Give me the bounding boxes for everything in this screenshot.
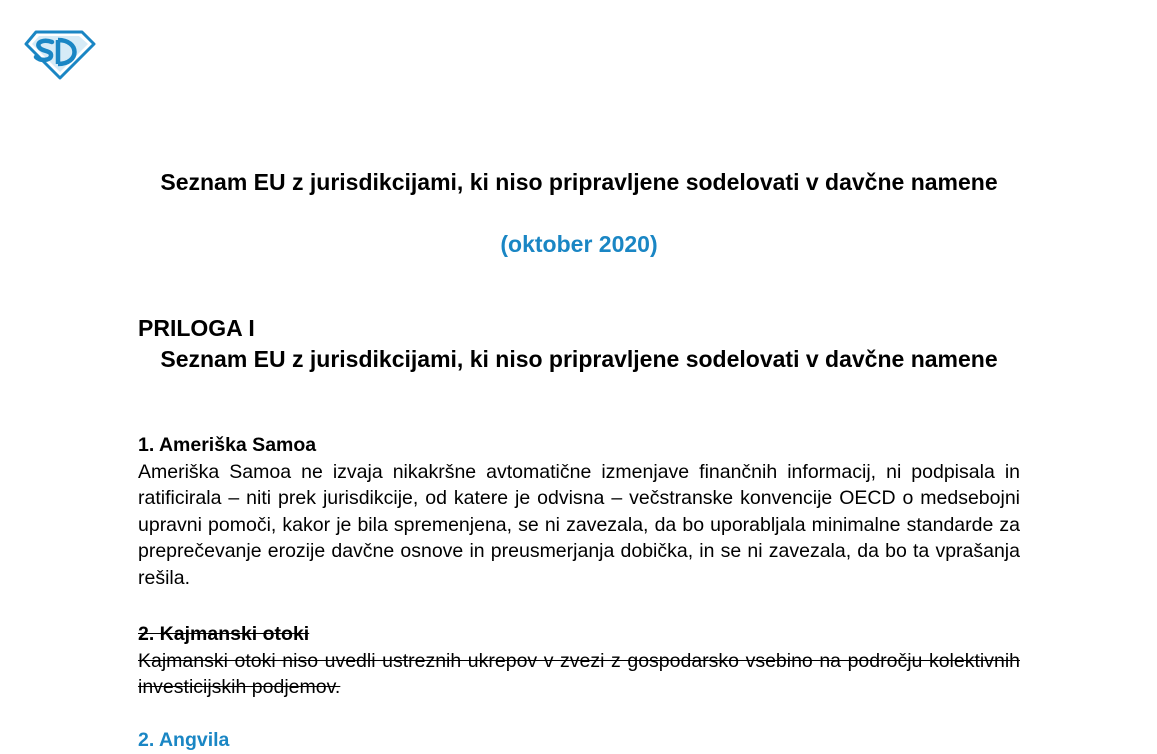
section-cayman-islands-struck — [138, 621, 1020, 701]
document-title: Seznam EU z jurisdikcijami, ki niso pripravljene sodelovati v davčne namene — [160, 169, 998, 195]
section-heading: 2. Kajmanski otoki — [138, 623, 310, 645]
sd-shield-logo — [22, 28, 96, 80]
document-date: (oktober 2020) — [500, 231, 658, 257]
annex-title: Seznam EU z jurisdikcijami, ki niso pripravljene sodelovati v davčne namene — [160, 346, 998, 372]
section-body: Ameriška Samoa ne izvaja nikakršne avtomatične izmenjave finančnih informacij, ni podpisala in ratificirala – niti prek jurisdikcije, od katere je odvisna – večstranske konvencije OECD o medsebojni upravni pomoči, kakor je bila spremenjena, se ni zavezala, da bo uporabljala minimalne standarde za preprečevanje erozije davčne osnove in preusmerjanja dobička, in se ni zavezala, da bo ta vprašanja rešila. — [138, 460, 1020, 589]
section-anguilla — [138, 727, 1020, 754]
section-body: Kajmanski otoki niso uvedli ustreznih ukrepov v zvezi z gospodarsko vsebino na področju kolektivnih investicijskih podjemov. — [138, 649, 1020, 698]
section-american-samoa — [138, 432, 1020, 591]
annex-label: PRILOGA I — [138, 315, 255, 341]
section-heading: 2. Angvila — [138, 729, 230, 751]
section-heading: 1. Ameriška Samoa — [138, 434, 317, 456]
